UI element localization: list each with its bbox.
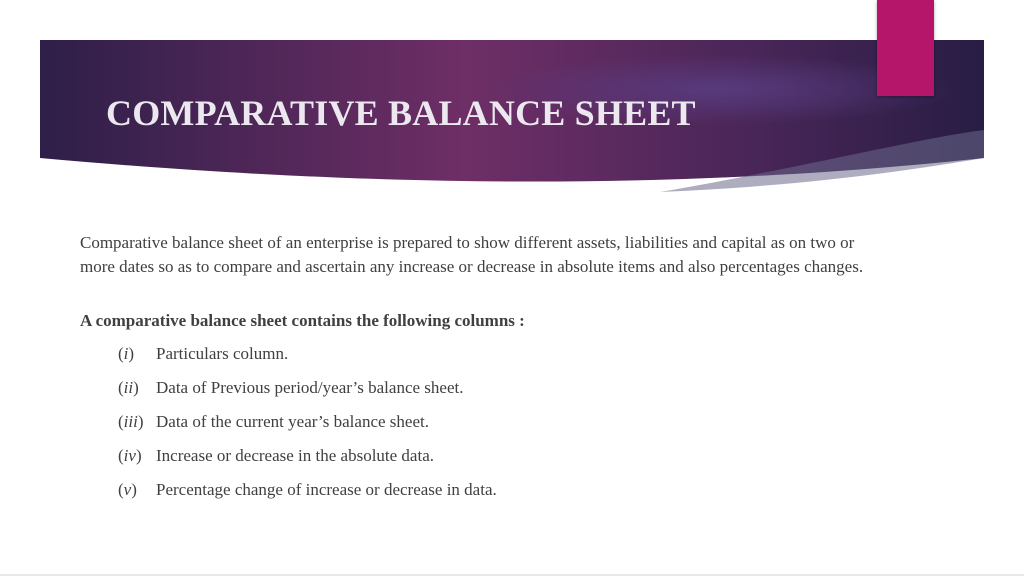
- list-item: [118, 344, 497, 378]
- list-item-text: Data of the current year’s balance sheet.: [156, 412, 429, 431]
- columns-heading: A comparative balance sheet contains the following columns :: [80, 311, 525, 330]
- list-marker: (ii): [118, 378, 139, 397]
- slide-title: COMPARATIVE BALANCE SHEET: [106, 93, 696, 133]
- columns-list: [118, 344, 497, 514]
- list-item: [118, 446, 497, 480]
- list-item-text: Data of Previous period/year’s balance sheet.: [156, 378, 464, 397]
- list-marker: (v): [118, 480, 137, 499]
- list-item: [118, 378, 497, 412]
- list-marker: (iii): [118, 412, 144, 431]
- list-marker: (i): [118, 344, 135, 363]
- list-item: [118, 412, 497, 446]
- list-item-text: Particulars column.: [156, 344, 289, 363]
- list-item-text: Percentage change of increase or decrease in data.: [156, 480, 497, 499]
- list-marker: (iv): [118, 446, 142, 465]
- accent-tab: [877, 0, 934, 96]
- list-item-text: Increase or decrease in the absolute data.: [156, 446, 434, 465]
- intro-paragraph: Comparative balance sheet of an enterprise is prepared to show different assets, liabilities and capital as on two or more dates so as to compare and ascertain any increase or decrease in absolute items and also percentages changes.: [80, 233, 864, 276]
- list-item: [118, 480, 497, 514]
